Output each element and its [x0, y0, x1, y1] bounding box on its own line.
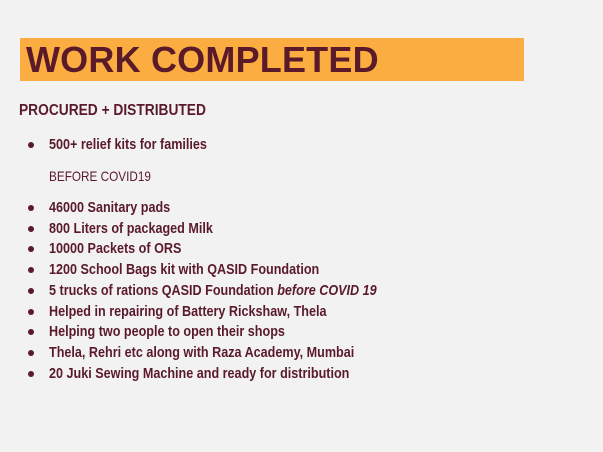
bullet-dot-icon: [28, 205, 34, 211]
bullet-dot-icon: [28, 142, 34, 148]
list-item-emphasis: before COVID 19: [277, 282, 377, 299]
timeframe-note: BEFORE COVID19: [49, 168, 151, 184]
list-item-text: 46000 Sanitary pads: [49, 199, 171, 216]
list-item-text: 5 trucks of rations QASID Foundation before COVID 19: [49, 282, 377, 299]
bullet-dot-icon: [28, 329, 34, 335]
list-item-text: 20 Juki Sewing Machine and ready for distribution: [49, 365, 350, 382]
bullet-dot-icon: [28, 246, 34, 252]
section-subtitle: PROCURED + DISTRIBUTED: [19, 102, 206, 119]
list-item-text: Helping two people to open their shops: [49, 323, 285, 340]
bullet-dot-icon: [28, 371, 34, 377]
bullet-dot-icon: [28, 226, 34, 232]
slide-title: WORK COMPLETED: [26, 39, 379, 80]
list-item-text: Helped in repairing of Battery Rickshaw, Thela: [49, 303, 327, 320]
bullet-dot-icon: [28, 309, 34, 315]
list-item-text: 1200 School Bags kit with QASID Foundation: [49, 261, 320, 278]
bullet-dot-icon: [28, 267, 34, 273]
list-item-text: 500+ relief kits for families: [49, 136, 207, 153]
list-item-text: 800 Liters of packaged Milk: [49, 220, 213, 237]
bullet-dot-icon: [28, 350, 34, 356]
bullet-dot-icon: [28, 288, 34, 294]
list-item-text: 10000 Packets of ORS: [49, 240, 182, 257]
list-item-text: Thela, Rehri etc along with Raza Academy, Mumbai: [49, 344, 355, 361]
